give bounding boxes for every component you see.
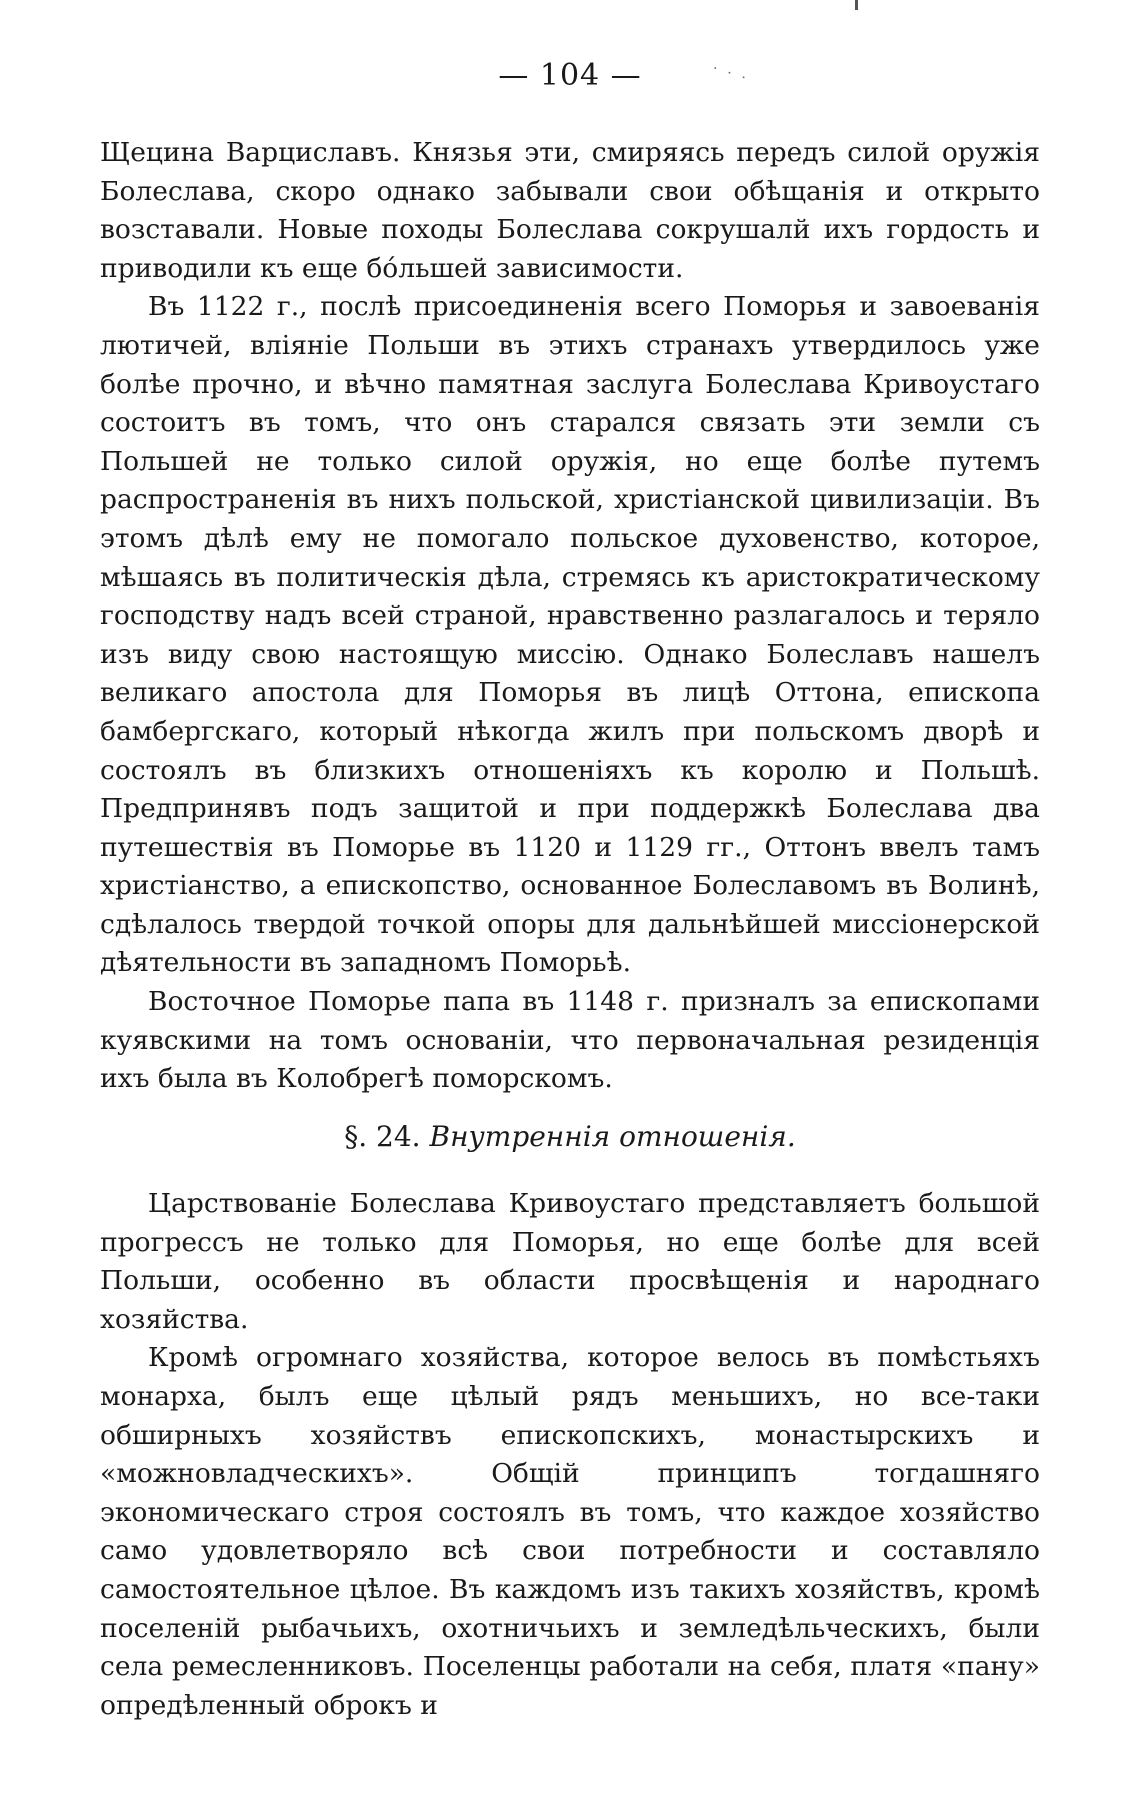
page-number: — 104 —	[498, 58, 642, 93]
ink-smudge: · · ·	[710, 60, 751, 88]
section-title: Внутреннія отношенія.	[429, 1120, 796, 1153]
stray-ink-mark	[855, 0, 858, 10]
text-block-bottom	[100, 1185, 1040, 1725]
paragraph: Восточное Поморье папа въ 1148 г. призналъ за епископами куявскими на томъ основаніи, что первоначальная резиденція ихъ была въ Колобрегѣ поморскомъ.	[100, 986, 1040, 1095]
paragraph: Щецина Варциславъ. Князья эти, смиряясь передъ силой оружія Болеслава, скоро однако забывали свои обѣщанія и открыто возставали. Новые походы Болеслава сокрушалй ихъ гордость и приводили къ еще бóльшей зависимости.	[100, 137, 1040, 284]
text-block-top	[100, 134, 1040, 1099]
section-number: §. 24.	[344, 1120, 421, 1153]
section-heading	[0, 1120, 1140, 1153]
paragraph: Кромѣ огромнаго хозяйства, которое велось въ помѣстьяхъ монарха, былъ еще цѣлый рядъ меньшихъ, но все-таки обширныхъ хозяйствъ епископскихъ, монастырскихъ и «можновладческихъ». Общій принципъ тогдашняго экономическаго строя состоялъ въ томъ, что каждое хозяйство само удовлетворяло всѣ свои потребности и составляло самостоятельное цѣлое. Въ каждомъ изъ такихъ хозяйствъ, кромѣ поселеній рыбачьихъ, охотничьихъ и земледѣльческихъ, были села ремесленниковъ. Поселенцы работали на себя, платя «пану» опредѣленный оброкъ и	[100, 1342, 1040, 1721]
paragraph: Въ 1122 г., послѣ присоединенія всего Поморья и завоеванія лютичей, вліяніе Польши въ этихъ странахъ утвердилось уже болѣе прочно, и вѣчно памятная заслуга Болеслава Кривоустаго состоитъ въ томъ, что онъ старался связать эти земли съ Польшей не только силой оружія, но еще болѣе путемъ распространенія въ нихъ польской, христіанской цивилизаціи. Въ этомъ дѣлѣ ему не помогало польское духовенство, которое, мѣшаясь въ политическія дѣла, стремясь къ аристократическому господству надъ всей страной, нравственно разлагалось и теряло изъ виду свою настоящую миссію. Однако Болеславъ нашелъ великаго апостола для Поморья въ лицѣ Оттона, епископа бамбергскаго, который нѣкогда жилъ при польскомъ дворѣ и состоялъ въ близкихъ отношеніяхъ къ королю и Польшѣ. Предпринявъ подъ защитой и при поддержкѣ Болеслава два путешествія въ Поморье въ 1120 и 1129 гг., Оттонъ ввелъ тамъ христіанство, а епископство, основанное Болеславомъ въ Волинѣ, сдѣлалось твердой точкой опоры для дальнѣйшей миссіонерской дѣятельности въ западномъ Поморьѣ.	[100, 291, 1040, 979]
paragraph: Царствованіе Болеслава Кривоустаго представляетъ большой прогрессъ не только для Поморья, но еще болѣе для всей Польши, особенно въ области просвѣщенія и народнаго хозяйства.	[100, 1188, 1040, 1335]
